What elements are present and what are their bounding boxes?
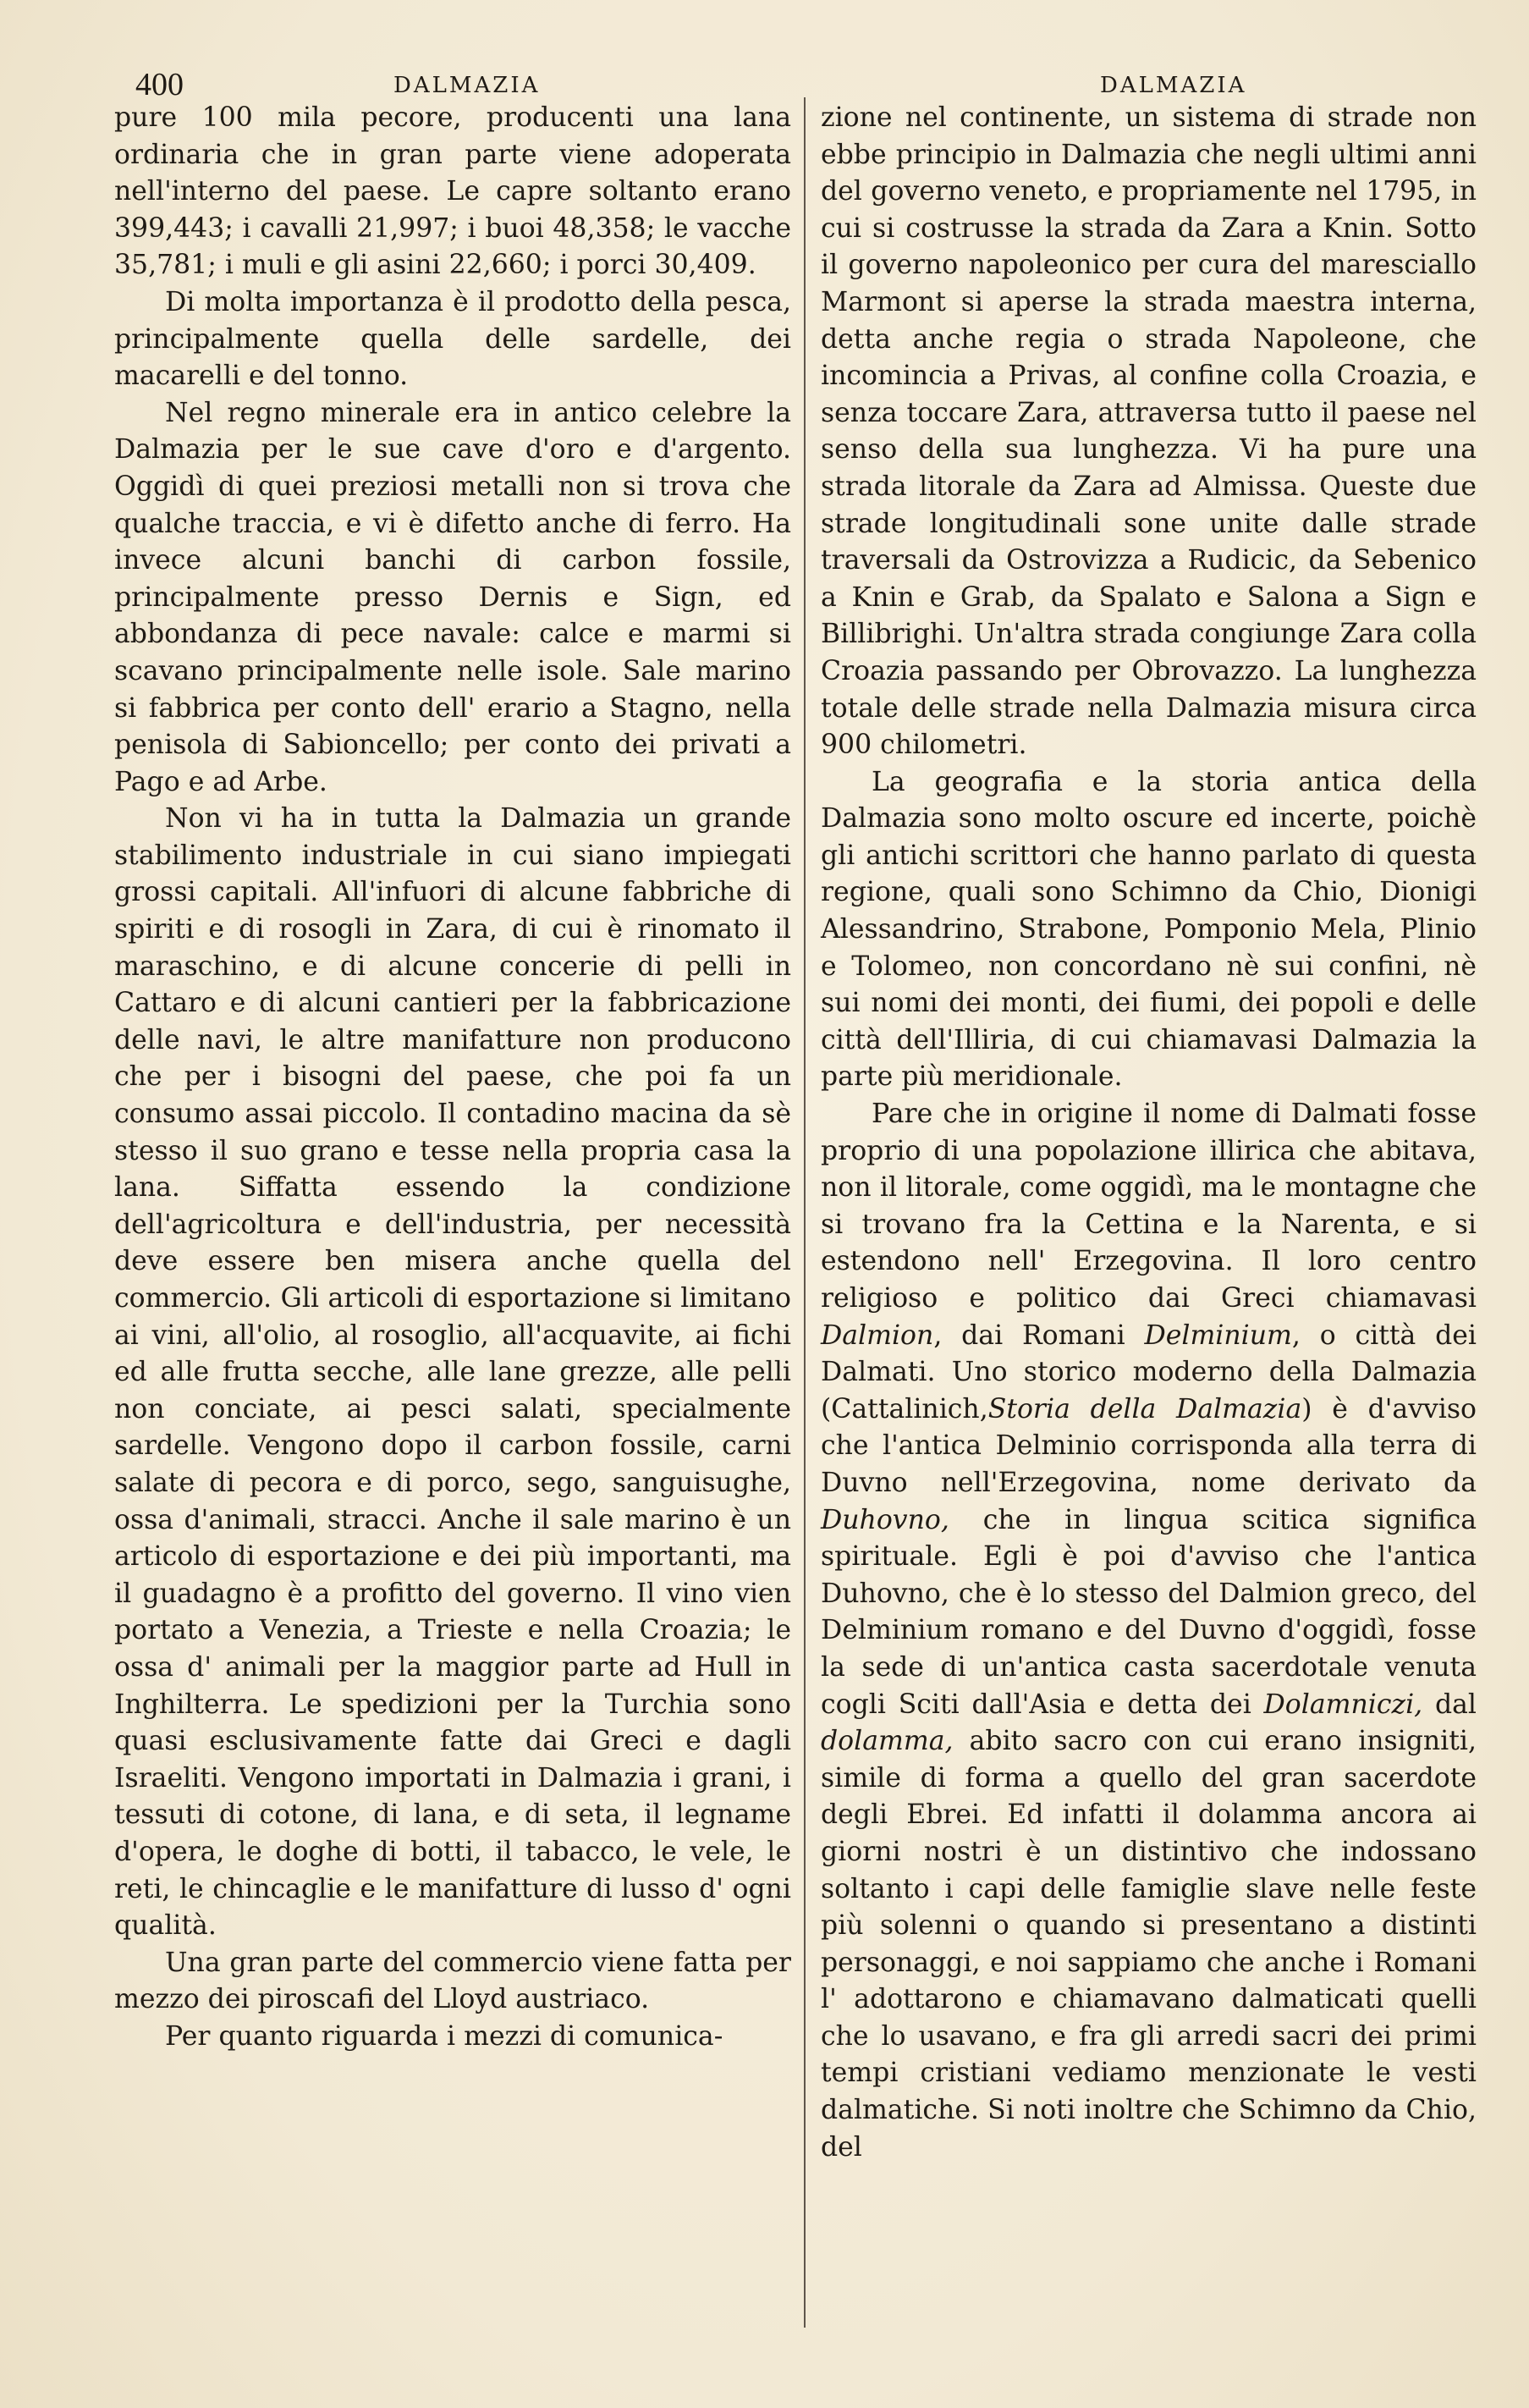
italic-term: dolamma, bbox=[821, 1726, 954, 1757]
italic-term: Dalmion bbox=[821, 1320, 934, 1351]
column-divider bbox=[804, 97, 806, 2328]
text-run: ) è d'avviso che l'antica Delminio corrisponda alla terra di Duvno nell'Erzegovina, nome derivato da bbox=[821, 1393, 1477, 1498]
text-run: dal bbox=[1434, 1689, 1477, 1720]
text-run: abito sacro con cui erano insigniti, simile di forma a quello del gran sacerdote degli Ebrei. Ed infatti il dolamma ancora ai giorni nostri è un distintivo che indossano soltanto i capi delle famiglie slave nelle feste più solenni o quando si presentano a distinti personaggi, e noi sappiamo che anche i Romani l' adottarono e chiamavano dalmaticati quelli che lo usavano, e fra gli arredi sacri dei primi tempi cristiani vediamo menzionate le vesti dalmatiche. Si noti inoltre che Schimno da Chio, del bbox=[821, 1726, 1477, 2163]
paragraph: zione nel continente, un sistema di strade non ebbe principio in Dalmazia che negli ultimi anni del governo veneto, e propriamente nel 1795, in cui si costrusse la strada da Zara a Knin. Sotto il governo napoleonico per cura del maresciallo Marmont si aperse la strada maestra interna, detta anche regia o strada Napoleone, che incomincia a Privas, al confine colla Croazia, e senza toccare Zara, attraversa tutto il paese nel senso della sua lunghezza. Vi ha pure una strada litorale da Zara ad Almissa. Queste due strade longitudinali sone unite dalle strade traversali da Ostrovizza a Rudicic, da Sebenico a Knin e Grab, da Spalato e Salona a Sign e Billibrighi. Un'altra strada congiunge Zara colla Croazia passando per Obrovazzo. La lunghezza totale delle strade nella Dalmazia misura circa 900 chilometri. bbox=[821, 102, 1477, 761]
running-head-right: DALMAZIA bbox=[1100, 73, 1247, 98]
italic-title: Storia della Dalmazia bbox=[987, 1393, 1302, 1424]
paragraph: Non vi ha in tutta la Dalmazia un grande stabilimento industriale in cui siano impiegati grossi capitali. All'infuori di alcune fabbriche di spiriti e di rosogli in Zara, di cui è rinomato il maraschino, e di alcune concerie di pelli in Cattaro e di alcuni cantieri per la fabbricazione delle navi, le altre manifatture non producono che per i bisogni del paese, che poi fa un consumo assai piccolo. Il contadino macina da sè stesso il suo grano e tesse nella propria casa la lana. Siffatta essendo la condizione dell'agricoltura e dell'industria, per necessità deve essere ben misera anche quella del commercio. Gli articoli di esportazione si limitano ai vini, all'olio, al rosoglio, all'acquavite, ai fichi ed alle frutta secche, alle lane grezze, alle pelli non conciate, ai pesci salati, specialmente sardelle. Vengono dopo il carbon fossile, carni salate di pecora e di porco, sego, sanguisughe, ossa d'animali, stracci. Anche il sale marino è un articolo di esportazione e dei più importanti, ma il guadagno è a profitto del governo. Il vino vien portato a Venezia, a Trieste e nella Croazia; le ossa d' animali per la maggior parte ad Hull in Inghilterra. Le spedizioni per la Turchia sono quasi esclusivamente fatte dai Greci e dagli Israeliti. Vengono importati in Dalmazia i grani, i tessuti di cotone, di lana, e di seta, il legname d'opera, le doghe di botti, il tabacco, le vele, le reti, le chincaglie e le manifatture di lusso d' ogni qualità. bbox=[114, 803, 791, 1942]
left-column bbox=[114, 100, 791, 2055]
paragraph: Per quanto riguarda i mezzi di comunica- bbox=[165, 2020, 723, 2052]
paragraph: Una gran parte del commercio viene fatta per mezzo dei piroscafi del Lloyd austriaco. bbox=[114, 1947, 791, 2015]
paragraph bbox=[821, 1096, 1477, 2166]
text-run: , o città dei Dalmati. Uno storico moderno della Dalmazia (Cattalinich, bbox=[821, 1320, 1477, 1424]
italic-term: Delminium bbox=[1144, 1320, 1292, 1351]
text-run: che in lingua scitica significa spirituale. Egli è poi d'avviso che l'antica Duhovno, che è lo stesso del Dalmion greco, del Delminium romano e del Duvno d'oggidì, fosse la sede di un'antica casta sacerdotale venuta cogli Sciti dall'Asia e detta dei bbox=[821, 1504, 1477, 1720]
text-run: , dai Romani bbox=[933, 1320, 1125, 1351]
paragraph: La geografia e la storia antica della Dalmazia sono molto oscure ed incerte, poichè gli antichi scrittori che hanno parlato di questa regione, quali sono Schimno da Chio, Dionigi Alessandrino, Strabone, Pomponio Mela, Plinio e Tolomeo, non concordano nè sui confini, nè sui nomi dei monti, dei fiumi, dei popoli e delle città dell'Illiria, di cui chiamavasi Dalmazia la parte più meridionale. bbox=[821, 766, 1477, 1093]
paragraph: Nel regno minerale era in antico celebre la Dalmazia per le sue cave d'oro e d'argento. Oggidì di quei preziosi metalli non si trova che qualche traccia, e vi è difetto anche di ferro. Ha invece alcuni banchi di carbon fossile, principalmente presso Dernis e Sign, ed abbondanza di pece navale: calce e marmi si scavano principalmente nelle isole. Sale marino si fabbrica per conto dell' erario a Stagno, nella penisola di Sabioncello; per conto dei privati a Pago e ad Arbe. bbox=[114, 397, 791, 797]
paragraph: Di molta importanza è il prodotto della pesca, principalmente quella delle sardelle, dei macarelli e del tonno. bbox=[114, 286, 791, 392]
italic-term: Duhovno, bbox=[821, 1504, 949, 1535]
paragraph: pure 100 mila pecore, producenti una lana ordinaria che in gran parte viene adoperata nell'interno del paese. Le capre soltanto erano 399,443; i cavalli 21,997; i buoi 48,358; le vacche 35,781; i muli e gli asini 22,660; i porci 30,409. bbox=[114, 102, 791, 281]
italic-term: Dolamniczi, bbox=[1263, 1689, 1423, 1720]
text-run: Pare che in origine il nome di Dalmati fosse proprio di una popolazione illirica che abitava, non il litorale, come oggidì, ma le montagne che si trovano fra la Cettina e la Narenta, e si estendono nell' Erzegovina. Il loro centro religioso e politico dai Greci chiamavasi bbox=[821, 1099, 1477, 1314]
page-number: 400 bbox=[135, 67, 184, 102]
right-column bbox=[821, 100, 1477, 2166]
running-head-left: DALMAZIA bbox=[393, 73, 541, 98]
